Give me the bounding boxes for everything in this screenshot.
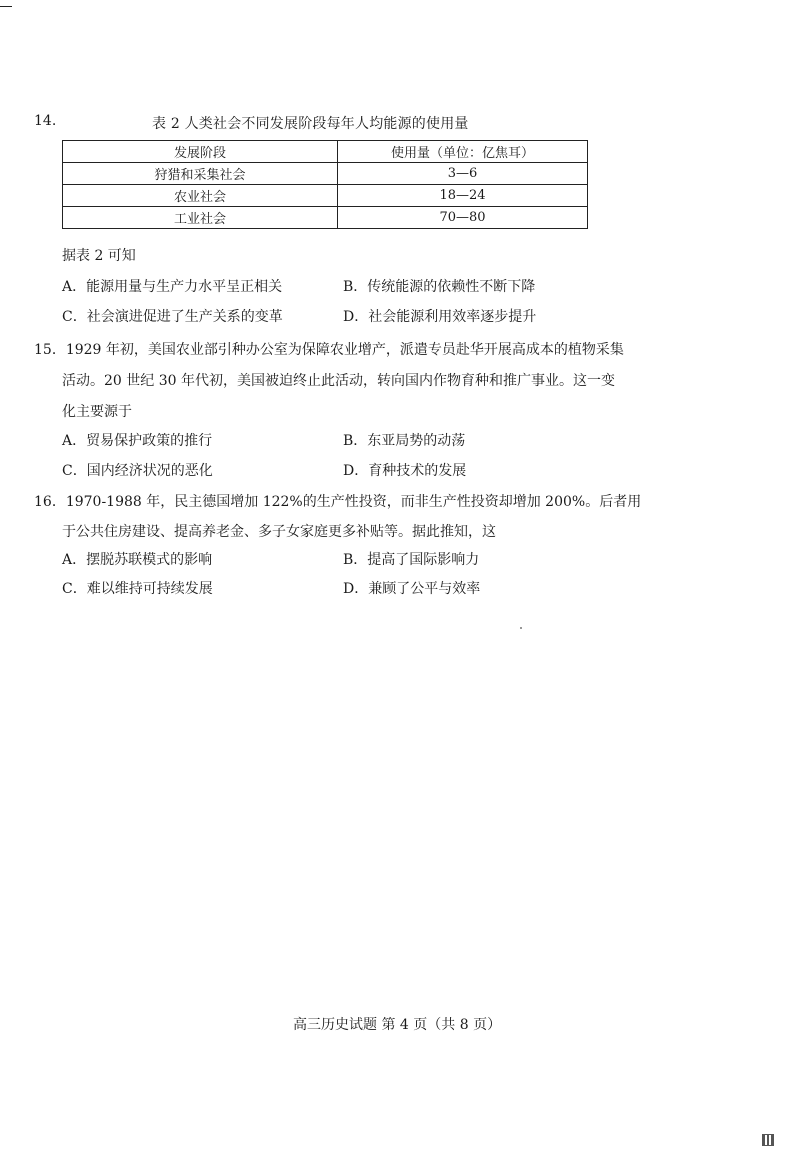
table-header-row [63, 141, 588, 163]
table-cell-stage: 狩猎和采集社会 [63, 163, 338, 185]
question-14-stem: 据表 2 可知 [62, 248, 136, 264]
question-14-option-c: C．社会演进促进了生产关系的变革 [62, 309, 283, 325]
table-cell-usage: 3—6 [338, 163, 588, 185]
question-15-option-d: D．育种技术的发展 [343, 463, 467, 479]
question-15-line-1: 15．1929 年初，美国农业部引种办公室为保障农业增产，派遣专员赴华开展高成本的植物采集 [34, 342, 624, 358]
question-14-option-d: D．社会能源利用效率逐步提升 [343, 309, 537, 325]
table-cell-usage: 70—80 [338, 207, 588, 229]
table-cell-stage: 农业社会 [63, 185, 338, 207]
question-16-line-1: 16．1970-1988 年，民主德国增加 122%的生产性投资，而非生产性投资却增加 200%。后者用 [34, 494, 642, 510]
table-2-caption: 表 2 人类社会不同发展阶段每年人均能源的使用量 [152, 116, 469, 132]
question-16-option-b: B．提高了国际影响力 [343, 552, 480, 568]
table-row [63, 163, 588, 185]
question-16-option-c: C．难以维持可持续发展 [62, 581, 213, 597]
table-header-usage: 使用量（单位：亿焦耳） [338, 141, 588, 163]
question-15-line-3: 化主要源于 [62, 404, 132, 420]
question-15-line-2: 活动。20 世纪 30 年代初，美国被迫终止此活动，转向国内作物育种和推广事业。这一变 [62, 373, 615, 389]
table-row [63, 185, 588, 207]
table-cell-stage: 工业社会 [63, 207, 338, 229]
table-cell-usage: 18—24 [338, 185, 588, 207]
table-row [63, 207, 588, 229]
question-15-option-c: C．国内经济状况的恶化 [62, 463, 213, 479]
question-14-number: 14. [34, 113, 57, 129]
question-16-option-a: A．摆脱苏联模式的影响 [62, 552, 213, 568]
qr-code-icon [762, 1134, 774, 1146]
table-header-stage: 发展阶段 [63, 141, 338, 163]
energy-usage-table [62, 140, 588, 229]
question-16-option-d: D．兼顾了公平与效率 [343, 581, 481, 597]
scan-speck [520, 627, 522, 629]
question-14-option-a: A．能源用量与生产力水平呈正相关 [62, 279, 283, 295]
corner-mark [0, 6, 12, 7]
question-15-option-b: B．东亚局势的动荡 [343, 433, 466, 449]
question-14-option-b: B．传统能源的依赖性不断下降 [343, 279, 536, 295]
question-16-line-2: 于公共住房建设、提高养老金、多子女家庭更多补贴等。据此推知，这 [62, 524, 496, 540]
question-15-option-a: A．贸易保护政策的推行 [62, 433, 213, 449]
page-footer: 高三历史试题 第 4 页（共 8 页） [293, 1017, 502, 1033]
